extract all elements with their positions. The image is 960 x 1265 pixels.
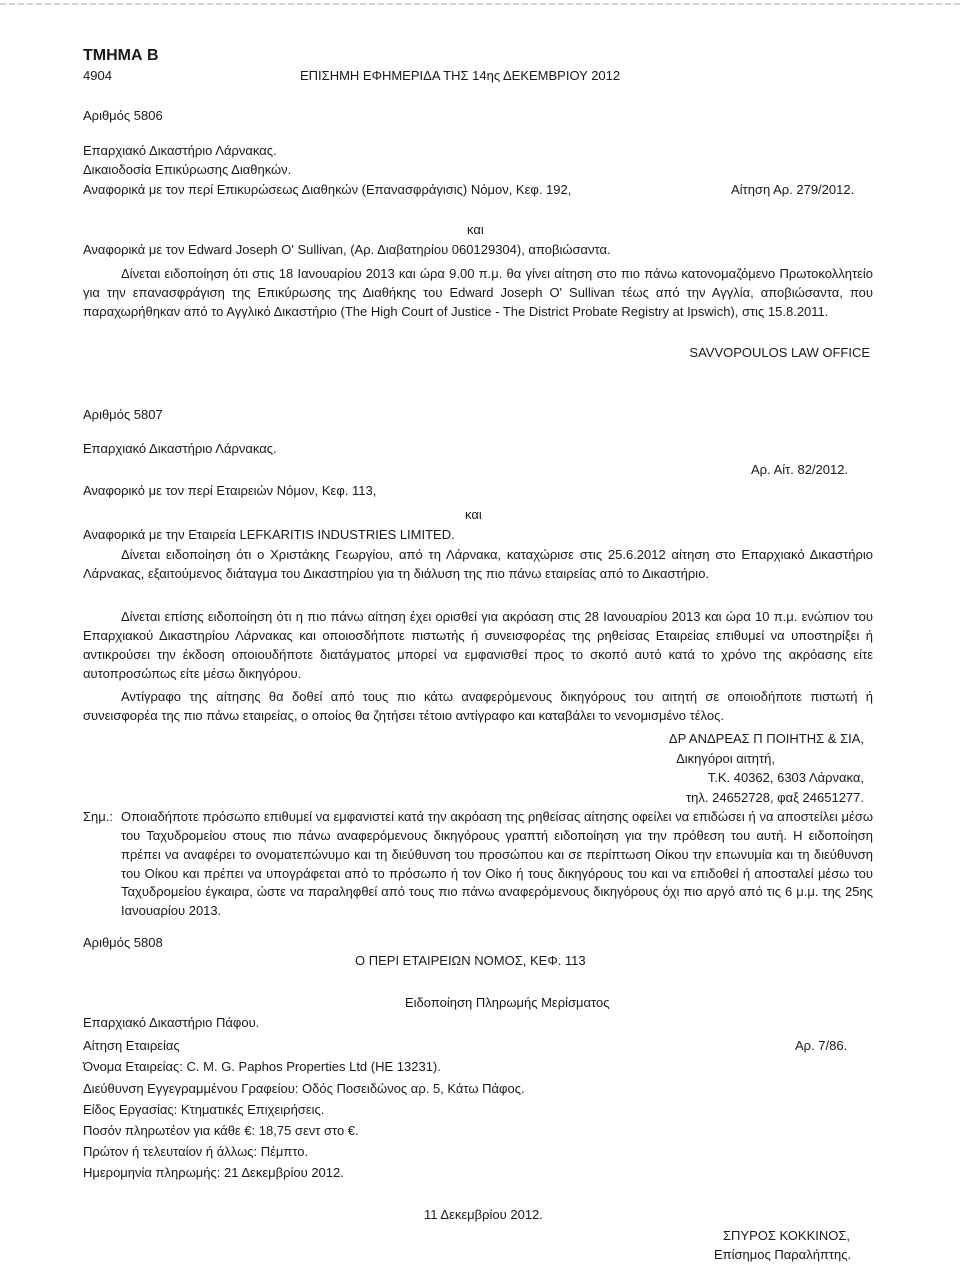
notice-5807-and: και — [465, 507, 482, 522]
notice-5808-application-no: Αρ. 7/86. — [795, 1038, 848, 1053]
notice-5808-application-label: Αίτηση Εταιρείας — [83, 1038, 180, 1053]
notice-5807-sig-role: Δικηγόροι αιτητή, — [676, 751, 775, 766]
section-heading: ΤΜΗΜΑ Β — [83, 47, 159, 64]
notice-5808-title: Ο ΠΕΡΙ ΕΤΑΙΡΕΙΩΝ ΝΟΜΟΣ, ΚΕΦ. 113 — [355, 953, 586, 968]
notice-5807-law: Αναφορικό με τον περί Εταιρειών Νόμον, Κεφ. 113, — [83, 483, 377, 498]
notice-5806-and: και — [467, 222, 484, 237]
notice-5807-note-text: Οποιαδήποτε πρόσωπο επιθυμεί να εμφανιστεί κατά την ακρόαση της ρηθείσας αίτησης οφείλει να επιδώσει ή να αποστείλει μέσω του Ταχυδρομείου στους πιο πάνω αναφερόμενους δικηγόρους γραπτή ειδοποίηση για την πρόθεση του αυτή. Η ειδοποίηση πρέπει να αναφέρει το ονοματεπώνυμο και τη διεύθυνση του προσώπου και σε περίπτωση Οίκου την επωνυμία και τη διεύθυνση του Οίκου και πρέπει να υπογράφεται από το πρόσωπο ή τον Οίκο ή τους δικηγόρους του και να επιδοθεί ή αποσταλεί μέσω του Ταχυδρομείου έγκαιρα, ώστε να παραληφθεί από τους πιο πάνω αναφερόμενους δικηγόρους όχι πιο αργό από τις 6 μ.μ. της 25ης Ιανουαρίου 2013. — [121, 809, 873, 919]
notice-5806-court: Επαρχιακό Δικαστήριο Λάρνακας. — [83, 143, 277, 158]
scan-border-line — [0, 3, 960, 5]
notice-5806-application-no: Αίτηση Αρ. 279/2012. — [731, 182, 855, 197]
notice-5806-law: Αναφορικά με τον περί Επικυρώσεως Διαθηκών (Επανασφράγισις) Νόμον, Κεφ. 192, — [83, 182, 572, 197]
notice-5806-deceased: Αναφορικά με τον Edward Joseph O' Sullivan, (Αρ. Διαβατηρίου 060129304), αποβιώσαντα. — [83, 242, 611, 257]
page-number: 4904 — [83, 68, 112, 83]
notice-5806-number: Αριθμός 5806 — [83, 108, 163, 123]
notice-5807-sig-address: Τ.Κ. 40362, 6303 Λάρνακα, — [707, 770, 864, 785]
notice-5808-payment-date: Ημερομηνία πληρωμής: 21 Δεκεμβρίου 2012. — [83, 1165, 344, 1180]
gazette-title: ΕΠΙΣΗΜΗ ΕΦΗΜΕΡΙΔΑ ΤΗΣ 14ης ΔΕΚΕΜΒΡΙΟΥ 2012 — [300, 68, 621, 83]
notice-5808-court: Επαρχιακό Δικαστήριο Πάφου. — [83, 1015, 260, 1030]
notice-5807-sig-name: ΔΡ ΑΝΔΡΕΑΣ Π ΠΟΙΗΤΗΣ & ΣΙΑ, — [668, 731, 864, 746]
notice-5808-amount: Ποσόν πληρωτέον για κάθε €: 18,75 σεντ στο €. — [83, 1123, 359, 1138]
notice-5807-sig-phone: τηλ. 24652728, φαξ 24651277. — [686, 790, 864, 805]
notice-5807-court: Επαρχιακό Δικαστήριο Λάρνακας. — [83, 441, 277, 456]
notice-5807-company: Αναφορικά με την Εταιρεία LEFKARITIS INDUSTRIES LIMITED. — [83, 527, 455, 542]
notice-5807-application-no: Αρ. Αίτ. 82/2012. — [751, 462, 849, 477]
notice-5808-sig-role: Επίσημος Παραλήπτης. — [714, 1247, 852, 1262]
notice-5806-jurisdiction: Δικαιοδοσία Επικύρωσης Διαθηκών. — [83, 162, 292, 177]
notice-5806-body: Δίνεται ειδοποίηση ότι στις 18 Ιανουαρίου 2013 και ώρα 9.00 π.μ. θα γίνει αίτηση στο πιο πάνω κατονομαζόμενο Πρωτοκολλητείο για την επανασφράγιση της Επικύρωσης της Διαθήκης του Edward Joseph O' Sullivan τέως από την Αγγλία, αποβιώσαντα, που παραχωρήθηκαν από το Αγγλικό Δικαστήριο (The High Court of Justice - The District Probate Registry at Ipswich), στις 15.8.2011. — [83, 266, 873, 319]
notice-5807-para3: Αντίγραφο της αίτησης θα δοθεί από τους πιο κάτω αναφερόμενους δικηγόρους του αιτητή σε οποιοδήποτε πιστωτή ή συνεισφορέα της πιο πάνω εταιρείας, ο οποίος θα ζητήσει τέτοιο αντίγραφο και καταβάλει το νενομισμένο τέλος. — [83, 689, 873, 723]
notice-5808-date: 11 Δεκεμβρίου 2012. — [424, 1207, 543, 1222]
notice-5808-company-name: Όνομα Εταιρείας: C. M. G. Paphos Properties Ltd (ΗΕ 13231). — [83, 1059, 441, 1074]
notice-5807-para2: Δίνεται επίσης ειδοποίηση ότι η πιο πάνω αίτηση έχει ορισθεί για ακρόαση στις 28 Ιανουαρίου 2013 και ώρα 10 π.μ. ενώπιον του Επαρχιακού Δικαστηρίου Λάρνακας και οποιοσδήποτε πιστωτής ή συνεισφορέας της ρηθείσας Εταιρείας επιθυμεί να υποστηρίξει ή αντικρούσει την έκδοση οποιουδήποτε διατάγματος μπορεί να εμφανισθεί προς το σκοπό αυτό κατά το χρόνο της ακρόασης είτε αυτοπροσώπως είτε μέσω δικηγόρου. — [83, 609, 873, 681]
notice-5807-para1: Δίνεται ειδοποίηση ότι ο Χριστάκης Γεωργίου, από τη Λάρνακα, καταχώρισε στις 25.6.2012 αίτηση στο Επαρχιακό Δικαστήριο Λάρνακας, εξαιτούμενος διάταγμα του Δικαστηρίου για τη διάλυση της πιο πάνω εταιρείας από το Δικαστήριο. — [83, 547, 873, 581]
notice-5808-first-or-last: Πρώτον ή τελευταίον ή άλλως: Πέμπτο. — [83, 1144, 309, 1159]
notice-5808-business: Είδος Εργασίας: Κτηματικές Επιχειρήσεις. — [83, 1102, 325, 1117]
notice-5808-office-address: Διεύθυνση Εγγεγραμμένου Γραφείου: Οδός Ποσειδώνος αρ. 5, Κάτω Πάφος. — [83, 1081, 525, 1096]
notice-5807-note-label: Σημ.: — [83, 809, 113, 824]
notice-5808-subtitle: Ειδοποίηση Πληρωμής Μερίσματος — [405, 995, 610, 1010]
notice-5807-number: Αριθμός 5807 — [83, 407, 163, 422]
notice-5806-signature: SAVVOPOULOS LAW OFFICE — [689, 345, 870, 360]
notice-5808-sig-name: ΣΠΥΡΟΣ ΚΟΚΚΙΝΟΣ, — [723, 1228, 851, 1243]
notice-5808-number: Αριθμός 5808 — [83, 935, 163, 950]
